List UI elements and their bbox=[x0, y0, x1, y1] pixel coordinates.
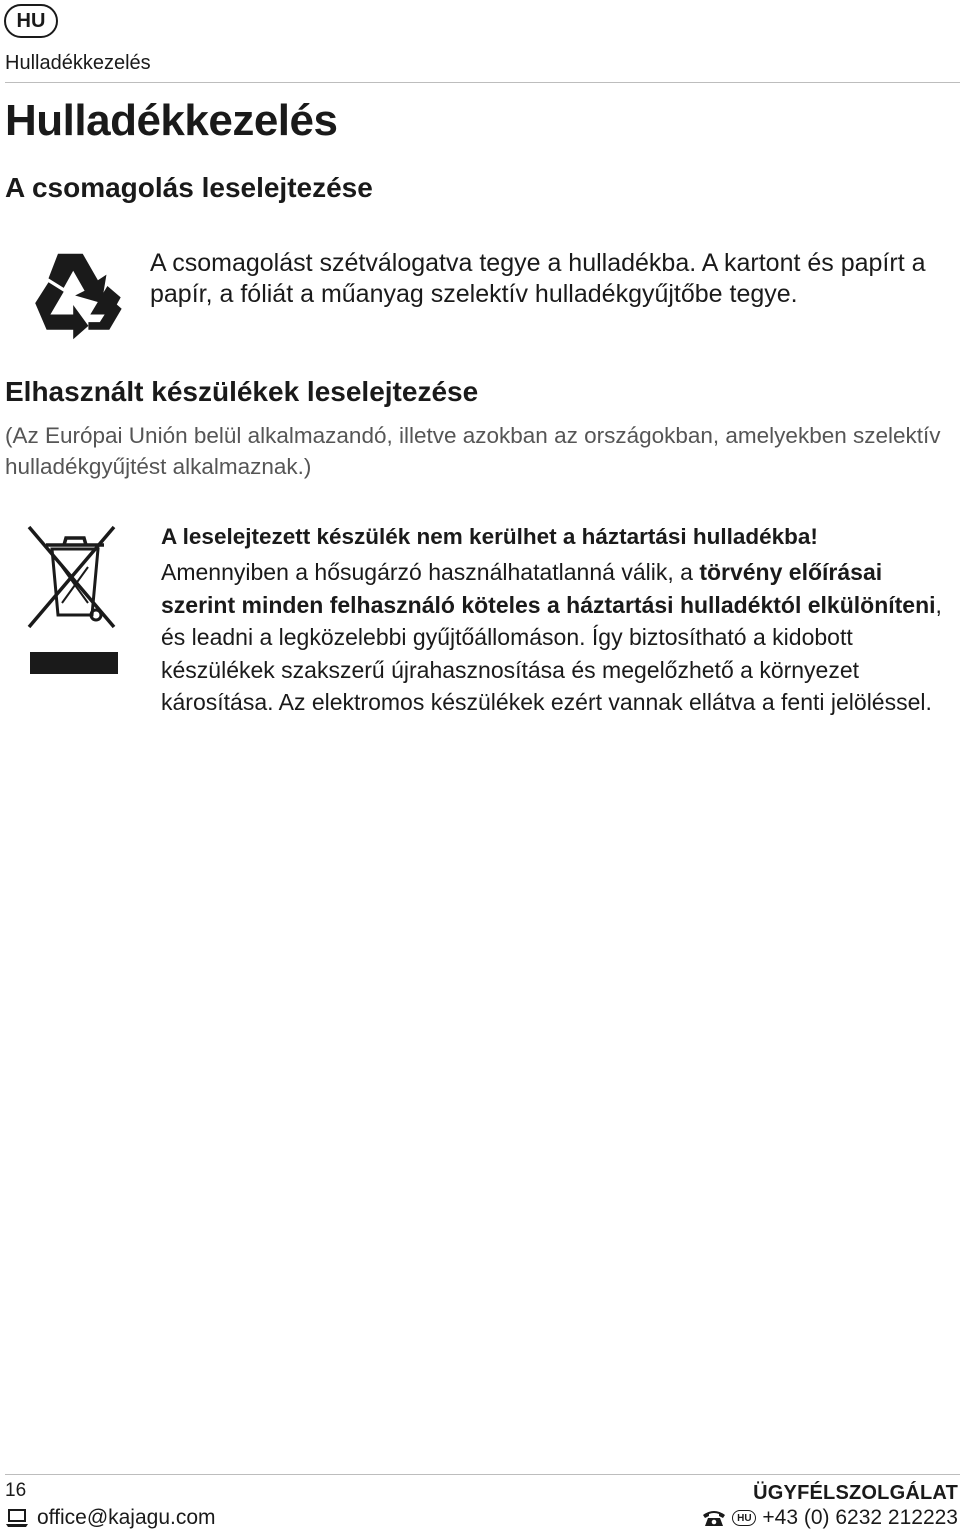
footer-phone bbox=[702, 1506, 958, 1530]
packaging-heading: A csomagolás leselejtezése bbox=[5, 172, 373, 203]
phone-country-badge: HU bbox=[732, 1510, 756, 1526]
weee-warning-title: A leselejtezett készülék nem kerülhet a háztartási hulladékba! bbox=[161, 524, 818, 549]
recycle-icon bbox=[28, 248, 126, 343]
footer-email bbox=[5, 1506, 216, 1530]
running-head: Hulladékkezelés bbox=[5, 52, 151, 74]
weee-legal-requirement: törvény előírásai szerint minden felhasználó köteles a háztartási hulladéktól elkülöníteni bbox=[161, 559, 936, 618]
eu-note: (Az Európai Unión belül alkalmazandó, illetve azokban az országokban, amelyekben szelektív hulladékgyűjtést alkalmaznak.) bbox=[5, 423, 941, 479]
phone-number[interactable]: +43 (0) 6232 212223 bbox=[762, 1506, 958, 1529]
page-title: Hulladékkezelés bbox=[5, 96, 338, 145]
telephone-icon bbox=[702, 1509, 726, 1527]
packaging-text: A csomagolást szétválogatva tegye a hulladékba. A kartont és papírt a papír, a fóliát a műanyag szelektív hulladékgyűjtőbe tegye. bbox=[150, 249, 926, 308]
footer-divider bbox=[5, 1474, 960, 1475]
language-badge: HU bbox=[4, 4, 58, 38]
page-number: 16 bbox=[5, 1480, 27, 1501]
crossed-bin-icon bbox=[26, 523, 120, 678]
email-address[interactable]: office@kajagu.com bbox=[37, 1506, 216, 1529]
customer-service-label: ÜGYFÉLSZOLGÁLAT bbox=[753, 1482, 958, 1504]
header-divider bbox=[5, 82, 960, 83]
laptop-icon bbox=[5, 1508, 29, 1528]
weee-text: Amennyiben a hősugárzó használhatatlanná válik, a törvény előírásai szerint minden felhasználó köteles a háztartási hulladéktól elkülöníteni, és leadni a legközelebbi gyűjtőállomáson. Így biztosítható a kidobott készülékek szakszerű újrahasznosítása és megelőzhető a környezet károsítása. Az elektromos készülékek ezért vannak ellátva a fenti jelöléssel. bbox=[161, 559, 942, 715]
devices-heading: Elhasznált készülékek leselejtezése bbox=[5, 376, 479, 407]
